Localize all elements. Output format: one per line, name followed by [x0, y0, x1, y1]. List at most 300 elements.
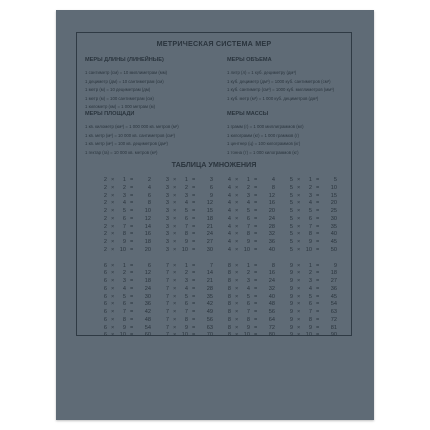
times-sign: ×: [173, 177, 177, 183]
product: 16: [268, 200, 275, 207]
factor-b: 3: [308, 192, 312, 199]
product: 8: [147, 200, 151, 207]
factor-b: 10: [181, 246, 188, 253]
factor-a: 6: [103, 270, 107, 277]
factor-a: 6: [103, 316, 107, 323]
equals-sign: =: [130, 208, 134, 214]
factor-a: 8: [227, 270, 231, 277]
factor-a: 4: [227, 246, 231, 253]
factor-a: 5: [289, 223, 293, 230]
factor-b: 2: [246, 270, 250, 277]
factor-b: 2: [246, 184, 250, 191]
product: 15: [330, 192, 337, 199]
factor-b: 10: [305, 246, 312, 253]
times-sign: ×: [173, 184, 177, 191]
factor-a: 3: [165, 231, 169, 238]
factor-a: 8: [227, 309, 231, 315]
multiplication-column-1: [101, 177, 161, 340]
product: 14: [144, 223, 151, 230]
times-sign: ×: [173, 208, 177, 214]
equals-sign: =: [254, 270, 258, 277]
times-sign: ×: [111, 332, 115, 339]
factor-b: 1: [246, 262, 250, 269]
factor-b: 1: [308, 177, 312, 183]
equals-sign: =: [130, 285, 134, 292]
page-title: МЕТРИЧЕСКАЯ СИСТЕМА МЕР: [156, 39, 272, 48]
product: 30: [330, 215, 337, 222]
times-sign: ×: [297, 278, 301, 284]
factor-a: 5: [289, 184, 293, 191]
equals-sign: =: [192, 270, 196, 277]
times-sign: ×: [173, 278, 177, 284]
times-sign: ×: [235, 309, 239, 315]
times-sign: ×: [111, 192, 115, 199]
times-sign: ×: [173, 316, 177, 323]
equals-sign: =: [130, 246, 134, 253]
equals-sign: =: [316, 192, 320, 199]
factor-b: 9: [308, 239, 312, 245]
multiplication-row: [287, 294, 347, 302]
multiplication-row: [163, 301, 223, 309]
factor-a: 4: [227, 177, 231, 183]
equals-sign: =: [316, 177, 320, 183]
product: 30: [206, 246, 213, 253]
times-sign: ×: [173, 246, 177, 253]
times-sign: ×: [111, 177, 115, 183]
equals-sign: =: [316, 285, 320, 292]
factor-b: 7: [246, 223, 250, 230]
product: 90: [330, 332, 337, 339]
factor-a: 2: [103, 231, 107, 238]
factor-b: 7: [122, 223, 126, 230]
equals-sign: =: [254, 215, 258, 222]
equals-sign: =: [130, 184, 134, 191]
length-lines: [85, 69, 167, 112]
factor-a: 3: [165, 239, 169, 245]
factor-b: 9: [122, 239, 126, 245]
factor-a: 2: [103, 246, 107, 253]
multiplication-row: [225, 216, 285, 224]
equals-sign: =: [192, 285, 196, 292]
times-sign: ×: [235, 316, 239, 323]
equals-sign: =: [130, 293, 134, 300]
equals-sign: =: [316, 246, 320, 253]
equals-sign: =: [316, 262, 320, 269]
product: 35: [330, 223, 337, 230]
equals-sign: =: [316, 200, 320, 207]
factor-a: 2: [103, 184, 107, 191]
factor-a: 7: [165, 316, 169, 323]
volume-lines: [227, 69, 334, 103]
factor-a: 3: [165, 215, 169, 222]
times-sign: ×: [297, 215, 301, 222]
factor-b: 7: [246, 309, 250, 315]
equals-sign: =: [316, 293, 320, 300]
times-sign: ×: [297, 223, 301, 230]
equals-sign: =: [192, 332, 196, 339]
factor-a: 7: [165, 262, 169, 269]
times-sign: ×: [111, 293, 115, 300]
times-sign: ×: [173, 215, 177, 222]
product: 16: [144, 231, 151, 238]
multiplication-column-4: [287, 177, 347, 340]
factor-b: 3: [246, 278, 250, 284]
factor-a: 7: [165, 301, 169, 308]
factor-a: 4: [227, 231, 231, 238]
factor-a: 5: [289, 177, 293, 183]
multiplication-row: [287, 193, 347, 201]
multiplication-row: [287, 270, 347, 278]
product: 21: [206, 278, 213, 284]
equals-sign: =: [316, 278, 320, 284]
factor-b: 8: [246, 316, 250, 323]
multiplication-row: [101, 185, 161, 193]
factor-b: 3: [184, 192, 188, 199]
area-section-title: МЕРЫ ПЛОЩАДИ: [85, 111, 135, 117]
factor-b: 6: [122, 301, 126, 308]
times-sign: ×: [111, 215, 115, 222]
equals-sign: =: [254, 293, 258, 300]
factor-a: 9: [289, 270, 293, 277]
mass-line: 1 килограмм (кг) = 1 000 граммов (г): [227, 132, 299, 138]
factor-b: 5: [122, 293, 126, 300]
equals-sign: =: [130, 316, 134, 323]
multiplication-column-2: [163, 177, 223, 340]
factor-a: 2: [103, 192, 107, 199]
factor-b: 3: [122, 278, 126, 284]
equals-sign: =: [130, 177, 134, 183]
multiplication-row: [287, 332, 347, 340]
times-sign: ×: [235, 208, 239, 214]
factor-a: 4: [227, 184, 231, 191]
equals-sign: =: [130, 215, 134, 222]
product: 9: [209, 192, 213, 199]
times-sign: ×: [297, 332, 301, 339]
factor-a: 3: [165, 177, 169, 183]
times-sign: ×: [297, 208, 301, 214]
product: 45: [330, 239, 337, 245]
factor-b: 7: [184, 223, 188, 230]
equals-sign: =: [316, 208, 320, 214]
multiplication-row: [225, 286, 285, 294]
times-sign: ×: [235, 278, 239, 284]
equals-sign: =: [316, 316, 320, 323]
equals-sign: =: [130, 332, 134, 339]
multiplication-row: [101, 317, 161, 325]
equals-sign: =: [130, 262, 134, 269]
multiplication-row: [163, 270, 223, 278]
volume-line: 1 куб. метр (м³) = 1 000 куб. дециметров (дм³): [227, 95, 319, 101]
times-sign: ×: [235, 231, 239, 238]
factor-a: 3: [165, 200, 169, 207]
product: 3: [209, 177, 213, 183]
equals-sign: =: [316, 231, 320, 238]
factor-b: 6: [184, 215, 188, 222]
multiplication-row: [163, 208, 223, 216]
factor-b: 6: [308, 301, 312, 308]
product: 54: [144, 324, 151, 331]
equals-sign: =: [130, 309, 134, 315]
product: 48: [268, 301, 275, 308]
equals-sign: =: [316, 332, 320, 339]
multiplication-row: [163, 317, 223, 325]
times-sign: ×: [235, 262, 239, 269]
multiplication-title: ТАБЛИЦА УМНОЖЕНИЯ: [171, 160, 257, 169]
factor-a: 7: [165, 293, 169, 300]
product: 36: [330, 285, 337, 292]
equals-sign: =: [192, 177, 196, 183]
times-sign: ×: [235, 285, 239, 292]
times-sign: ×: [235, 332, 239, 339]
factor-a: 9: [289, 278, 293, 284]
factor-b: 4: [184, 200, 188, 207]
multiplication-row: [225, 200, 285, 208]
multiplication-row: [163, 200, 223, 208]
factor-b: 8: [122, 231, 126, 238]
reference-frame: [76, 32, 352, 339]
equals-sign: =: [316, 270, 320, 277]
product: 12: [268, 192, 275, 199]
factor-a: 7: [165, 278, 169, 284]
equals-sign: =: [192, 239, 196, 245]
factor-a: 5: [289, 208, 293, 214]
product: 12: [206, 200, 213, 207]
factor-b: 4: [308, 200, 312, 207]
factor-a: 6: [103, 324, 107, 331]
factor-b: 5: [246, 208, 250, 214]
times-sign: ×: [235, 239, 239, 245]
product: 7: [209, 262, 213, 269]
multiplication-row: [287, 309, 347, 317]
multiplication-row: [163, 231, 223, 239]
multiplication-row: [101, 301, 161, 309]
times-sign: ×: [297, 262, 301, 269]
multiplication-row: [163, 325, 223, 333]
factor-a: 3: [165, 208, 169, 214]
equals-sign: =: [130, 324, 134, 331]
equals-sign: =: [254, 231, 258, 238]
times-sign: ×: [111, 246, 115, 253]
product: 72: [268, 324, 275, 331]
factor-b: 5: [246, 293, 250, 300]
product: 27: [206, 239, 213, 245]
times-sign: ×: [173, 301, 177, 308]
product: 2: [147, 177, 151, 183]
times-sign: ×: [297, 301, 301, 308]
area-lines: [85, 123, 179, 157]
factor-b: 4: [246, 285, 250, 292]
product: 56: [268, 309, 275, 315]
multiplication-row: [225, 247, 285, 255]
factor-a: 2: [103, 208, 107, 214]
factor-b: 5: [308, 208, 312, 214]
product: 6: [147, 192, 151, 199]
equals-sign: =: [254, 278, 258, 284]
factor-b: 5: [122, 208, 126, 214]
times-sign: ×: [235, 215, 239, 222]
factor-a: 4: [227, 239, 231, 245]
factor-b: 8: [184, 316, 188, 323]
times-sign: ×: [235, 301, 239, 308]
multiplication-row: [225, 309, 285, 317]
equals-sign: =: [316, 301, 320, 308]
equals-sign: =: [192, 262, 196, 269]
factor-b: 1: [184, 262, 188, 269]
multiplication-row: [225, 317, 285, 325]
times-sign: ×: [297, 239, 301, 245]
product: 36: [268, 239, 275, 245]
factor-a: 3: [165, 192, 169, 199]
times-sign: ×: [111, 208, 115, 214]
length-line: 1 метр (м) = 10 дециметрам (дм): [85, 87, 151, 93]
times-sign: ×: [173, 262, 177, 269]
times-sign: ×: [111, 285, 115, 292]
times-sign: ×: [111, 324, 115, 331]
equals-sign: =: [254, 208, 258, 214]
times-sign: ×: [297, 192, 301, 199]
times-sign: ×: [173, 231, 177, 238]
equals-sign: =: [192, 223, 196, 230]
product: 49: [206, 309, 213, 315]
product: 35: [206, 293, 213, 300]
factor-a: 9: [289, 293, 293, 300]
factor-b: 1: [122, 262, 126, 269]
times-sign: ×: [235, 246, 239, 253]
factor-a: 9: [289, 285, 293, 292]
multiplication-row: [101, 224, 161, 232]
times-sign: ×: [297, 285, 301, 292]
times-sign: ×: [173, 324, 177, 331]
times-sign: ×: [111, 309, 115, 315]
factor-a: 6: [103, 293, 107, 300]
factor-b: 2: [184, 270, 188, 277]
volume-line: 1 куб. дециметр (дм³) = 1000 куб. сантиметров (см³): [227, 78, 331, 84]
factor-a: 6: [103, 309, 107, 315]
factor-a: 8: [227, 262, 231, 269]
factor-a: 5: [289, 200, 293, 207]
factor-b: 6: [184, 301, 188, 308]
equals-sign: =: [254, 324, 258, 331]
equals-sign: =: [316, 239, 320, 245]
factor-b: 4: [184, 285, 188, 292]
factor-a: 6: [103, 332, 107, 339]
length-line: 1 километр (км) = 1 000 метрам (м): [85, 104, 156, 110]
factor-b: 8: [122, 316, 126, 323]
factor-a: 8: [227, 301, 231, 308]
notebook-cover: [56, 10, 374, 420]
factor-a: 6: [103, 301, 107, 308]
times-sign: ×: [173, 192, 177, 199]
multiplication-row: [287, 317, 347, 325]
equals-sign: =: [192, 208, 196, 214]
equals-sign: =: [130, 200, 134, 207]
factor-a: 9: [289, 324, 293, 331]
times-sign: ×: [111, 223, 115, 230]
volume-line: 1 куб. сантиметр (см³) = 1000 куб. миллиметров (мм³): [227, 87, 335, 93]
multiplication-row: [101, 309, 161, 317]
equals-sign: =: [254, 262, 258, 269]
factor-b: 3: [308, 278, 312, 284]
factor-b: 7: [308, 309, 312, 315]
product: 15: [206, 208, 213, 214]
product: 48: [144, 316, 151, 323]
times-sign: ×: [235, 192, 239, 199]
equals-sign: =: [192, 246, 196, 253]
multiplication-row: [163, 239, 223, 247]
multiplication-row: [101, 278, 161, 286]
product: 12: [144, 270, 151, 277]
equals-sign: =: [130, 223, 134, 230]
times-sign: ×: [173, 332, 177, 339]
factor-a: 4: [227, 192, 231, 199]
equals-sign: =: [254, 184, 258, 191]
factor-a: 2: [103, 223, 107, 230]
factor-a: 8: [227, 332, 231, 339]
multiplication-row: [287, 286, 347, 294]
multiplication-row: [101, 332, 161, 340]
equals-sign: =: [316, 309, 320, 315]
factor-a: 6: [103, 285, 107, 292]
factor-b: 2: [308, 184, 312, 191]
equals-sign: =: [130, 278, 134, 284]
factor-b: 8: [246, 231, 250, 238]
factor-b: 10: [119, 332, 126, 339]
product: 50: [330, 246, 337, 253]
factor-a: 7: [165, 332, 169, 339]
multiplication-row: [287, 278, 347, 286]
times-sign: ×: [173, 285, 177, 292]
product: 16: [268, 270, 275, 277]
equals-sign: =: [130, 231, 134, 238]
factor-b: 6: [246, 215, 250, 222]
times-sign: ×: [111, 270, 115, 277]
equals-sign: =: [130, 301, 134, 308]
factor-a: 7: [165, 285, 169, 292]
mass-line: 1 центнер (ц) = 100 килограммов (кг): [227, 141, 301, 147]
mass-line: 1 тонна (т) = 1 000 килограммов (кг): [227, 149, 299, 155]
factor-a: 9: [289, 316, 293, 323]
factor-b: 6: [308, 215, 312, 222]
multiplication-row: [225, 177, 285, 185]
equals-sign: =: [254, 285, 258, 292]
factor-a: 2: [103, 177, 107, 183]
times-sign: ×: [173, 200, 177, 207]
factor-a: 8: [227, 285, 231, 292]
product: 40: [268, 293, 275, 300]
factor-b: 5: [184, 208, 188, 214]
area-line: 1 кв. метр (м²) = 10 000 кв. сантиметров (см²): [85, 132, 176, 138]
multiplication-column-3: [225, 177, 285, 340]
multiplication-row: [225, 193, 285, 201]
multiplication-row: [163, 247, 223, 255]
factor-b: 9: [122, 324, 126, 331]
product: 8: [271, 184, 275, 191]
times-sign: ×: [111, 278, 115, 284]
area-line: 1 кв. метр (м²) = 100 кв. дециметров (дм²): [85, 141, 168, 147]
product: 6: [209, 184, 213, 191]
times-sign: ×: [111, 200, 115, 207]
product: 42: [144, 309, 151, 315]
times-sign: ×: [297, 324, 301, 331]
factor-b: 8: [308, 231, 312, 238]
times-sign: ×: [173, 223, 177, 230]
multiplication-row: [101, 239, 161, 247]
multiplication-row: [163, 185, 223, 193]
product: 5: [333, 177, 337, 183]
factor-a: 5: [289, 239, 293, 245]
multiplication-row: [287, 239, 347, 247]
product: 64: [268, 316, 275, 323]
